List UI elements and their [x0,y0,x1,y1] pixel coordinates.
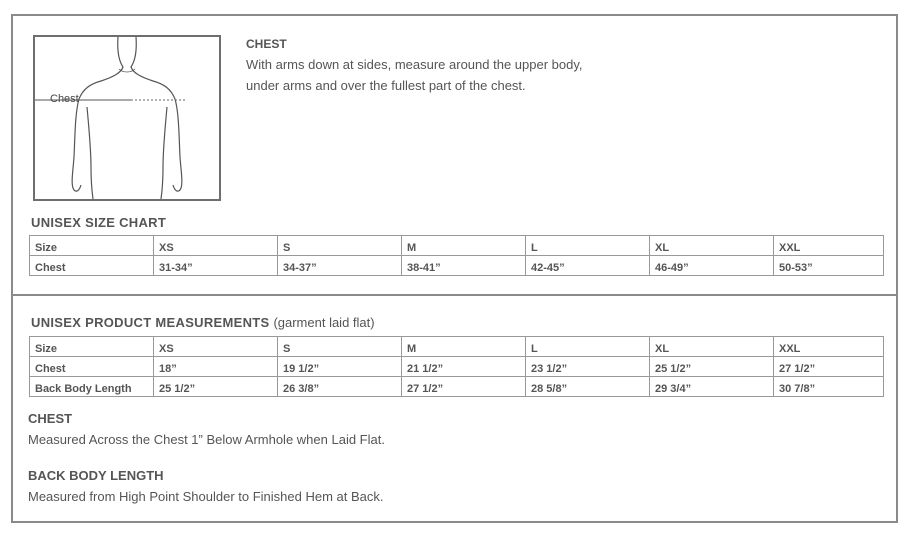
table-cell: 25 1/2” [154,377,278,397]
table-cell: XL [650,337,774,357]
table-cell: 29 3/4” [650,377,774,397]
table-cell: 27 1/2” [774,357,884,377]
table-cell: M [402,236,526,256]
table-row [30,377,884,397]
table-cell: Chest [30,256,154,276]
table-cell: Back Body Length [30,377,154,397]
chest-description-line: under arms and over the fullest part of the chest. [246,78,526,93]
table-row [30,337,884,357]
body-figure [33,35,221,201]
chest-description-heading: CHEST [246,37,287,51]
chest-definition-heading: CHEST [28,411,73,426]
table-cell: XS [154,337,278,357]
table-cell: 34-37” [278,256,402,276]
table-cell: XS [154,236,278,256]
table-cell: 18” [154,357,278,377]
back-length-definition-text: Measured from High Point Shoulder to Finished Hem at Back. [28,489,384,504]
table-cell: M [402,337,526,357]
table-cell: 25 1/2” [650,357,774,377]
table-cell: 21 1/2” [402,357,526,377]
table-cell: Size [30,337,154,357]
table-row [30,236,884,256]
table-cell: L [526,337,650,357]
table-cell: L [526,236,650,256]
product-measurements-title-text: UNISEX PRODUCT MEASUREMENTS [31,315,270,330]
table-cell: S [278,337,402,357]
table-cell: 19 1/2” [278,357,402,377]
back-length-definition-heading: BACK BODY LENGTH [28,468,164,483]
chest-callout-label: Chest [50,93,79,105]
table-row [30,357,884,377]
product-measurements-table [29,336,884,397]
chest-definition-text: Measured Across the Chest 1” Below Armhole when Laid Flat. [28,432,385,447]
product-measurements-note: (garment laid flat) [273,315,375,330]
size-chart-table [29,235,884,276]
size-chart-title: UNISEX SIZE CHART [31,215,167,230]
table-cell: XL [650,236,774,256]
table-cell: 31-34” [154,256,278,276]
table-cell: 42-45” [526,256,650,276]
table-cell: S [278,236,402,256]
table-row [30,256,884,276]
torso-illustration [35,37,219,199]
table-cell: XXL [774,236,884,256]
table-cell: 30 7/8” [774,377,884,397]
table-cell: 46-49” [650,256,774,276]
table-cell: 27 1/2” [402,377,526,397]
table-cell: 38-41” [402,256,526,276]
table-cell: 23 1/2” [526,357,650,377]
table-cell: 50-53” [774,256,884,276]
chest-description-line: With arms down at sides, measure around the upper body, [246,57,583,72]
table-cell: Chest [30,357,154,377]
table-cell: 26 3/8” [278,377,402,397]
table-cell: Size [30,236,154,256]
table-cell: 28 5/8” [526,377,650,397]
product-measurements-title [31,315,375,330]
table-cell: XXL [774,337,884,357]
